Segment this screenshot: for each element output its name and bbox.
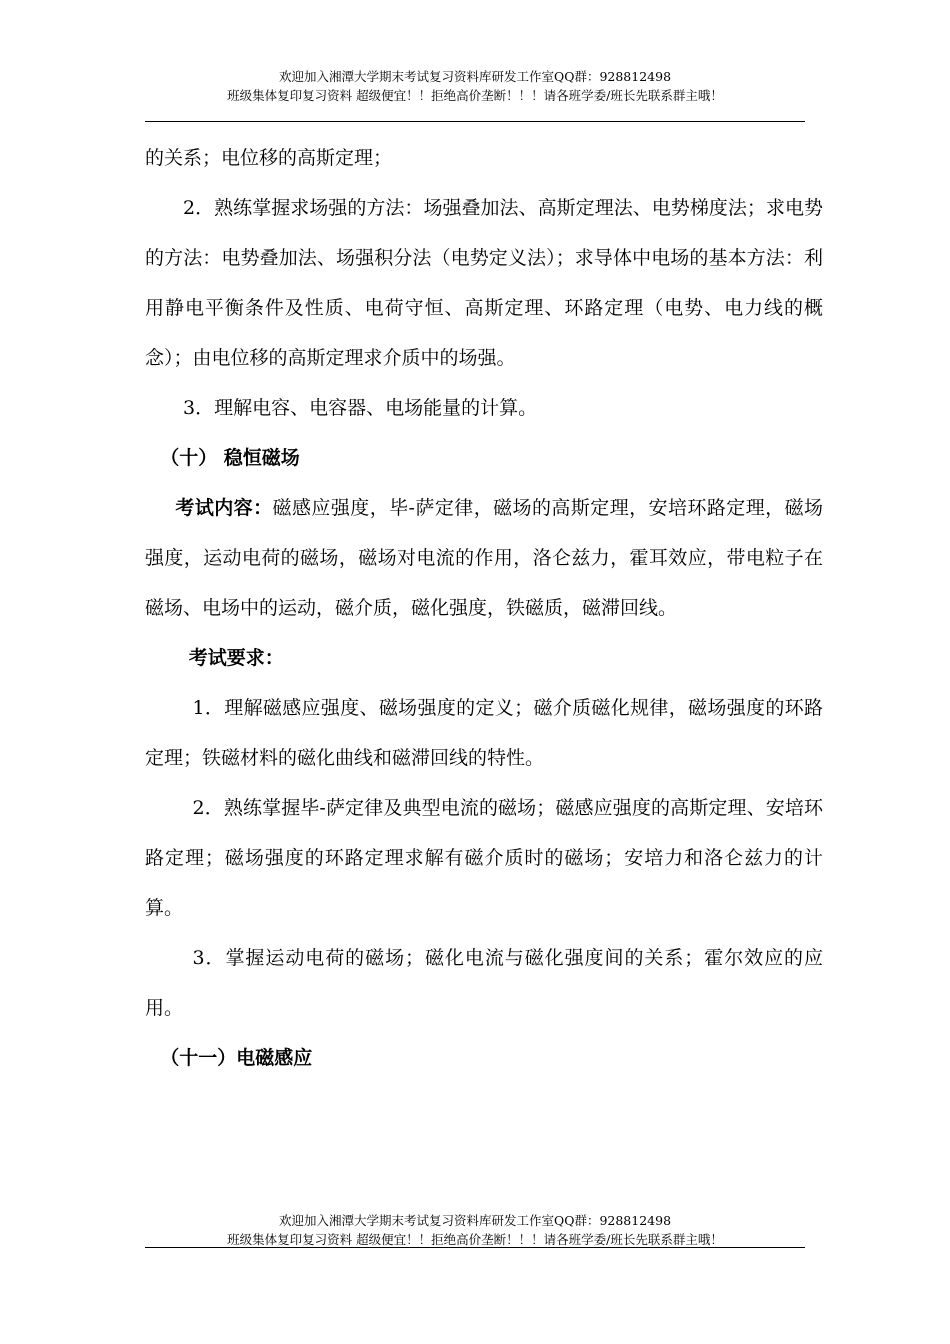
header-line-1: 欢迎加入湘潭大学期末考试复习资料库研发工作室QQ群：928812498 <box>278 69 672 84</box>
document-body <box>145 133 823 1083</box>
paragraph-field-methods: 2．熟练掌握求场强的方法：场强叠加法、高斯定理法、电势梯度法；求电势的方法：电势叠加法、场强积分法（电势定义法）；求导体中电场的基本方法：利用静电平衡条件及性质、电荷守恒、高斯定理、环路定理（电势、电力线的概念）；由电位移的高斯定理求介质中的场强。 <box>145 197 823 369</box>
section-heading-induction: （十一）电磁感应 <box>160 1047 313 1069</box>
footer-line-1: 欢迎加入湘潭大学期末考试复习资料库研发工作室QQ群：928812498 <box>278 1213 672 1228</box>
page-header <box>145 67 805 105</box>
footer-divider <box>145 1247 805 1248</box>
paragraph-capacitance: 3．理解电容、电容器、电场能量的计算。 <box>183 397 538 419</box>
requirement-item-3: 3．掌握运动电荷的磁场；磁化电流与磁化强度间的关系；霍尔效应的应用。 <box>145 947 823 1019</box>
page-footer <box>145 1211 805 1249</box>
paragraph-exam-content <box>145 483 823 633</box>
footer-line-2: 班级集体复印复习资料 超级便宜！！拒绝高价垄断！！！请各班学委/班长先联系群主哦！ <box>227 1232 723 1247</box>
paragraph-continued: 的关系；电位移的高斯定理； <box>145 147 393 169</box>
section-heading-magnetostatics: （十） 稳恒磁场 <box>160 447 300 469</box>
header-line-2: 班级集体复印复习资料 超级便宜！！拒绝高价垄断！！！请各班学委/班长先联系群主哦！ <box>227 88 723 103</box>
exam-content-text: 磁感应强度，毕-萨定律，磁场的高斯定理，安培环路定理，磁场强度，运动电荷的磁场，磁场对电流的作用，洛仑兹力，霍耳效应，带电粒子在磁场、电场中的运动，磁介质，磁化强度，铁磁质，磁滞回线。 <box>145 497 823 619</box>
requirement-item-1: 1．理解磁感应强度、磁场强度的定义；磁介质磁化规律，磁场强度的环路定理；铁磁材料的磁化曲线和磁滞回线的特性。 <box>145 697 823 769</box>
requirement-item-2: 2．熟练掌握毕-萨定律及典型电流的磁场；磁感应强度的高斯定理、安培环路定理；磁场强度的环路定理求解有磁介质时的磁场；安培力和洛仑兹力的计算。 <box>145 797 823 919</box>
header-divider <box>145 121 805 122</box>
exam-content-label: 考试内容： <box>175 497 273 519</box>
exam-requirements-heading: 考试要求： <box>188 647 284 669</box>
